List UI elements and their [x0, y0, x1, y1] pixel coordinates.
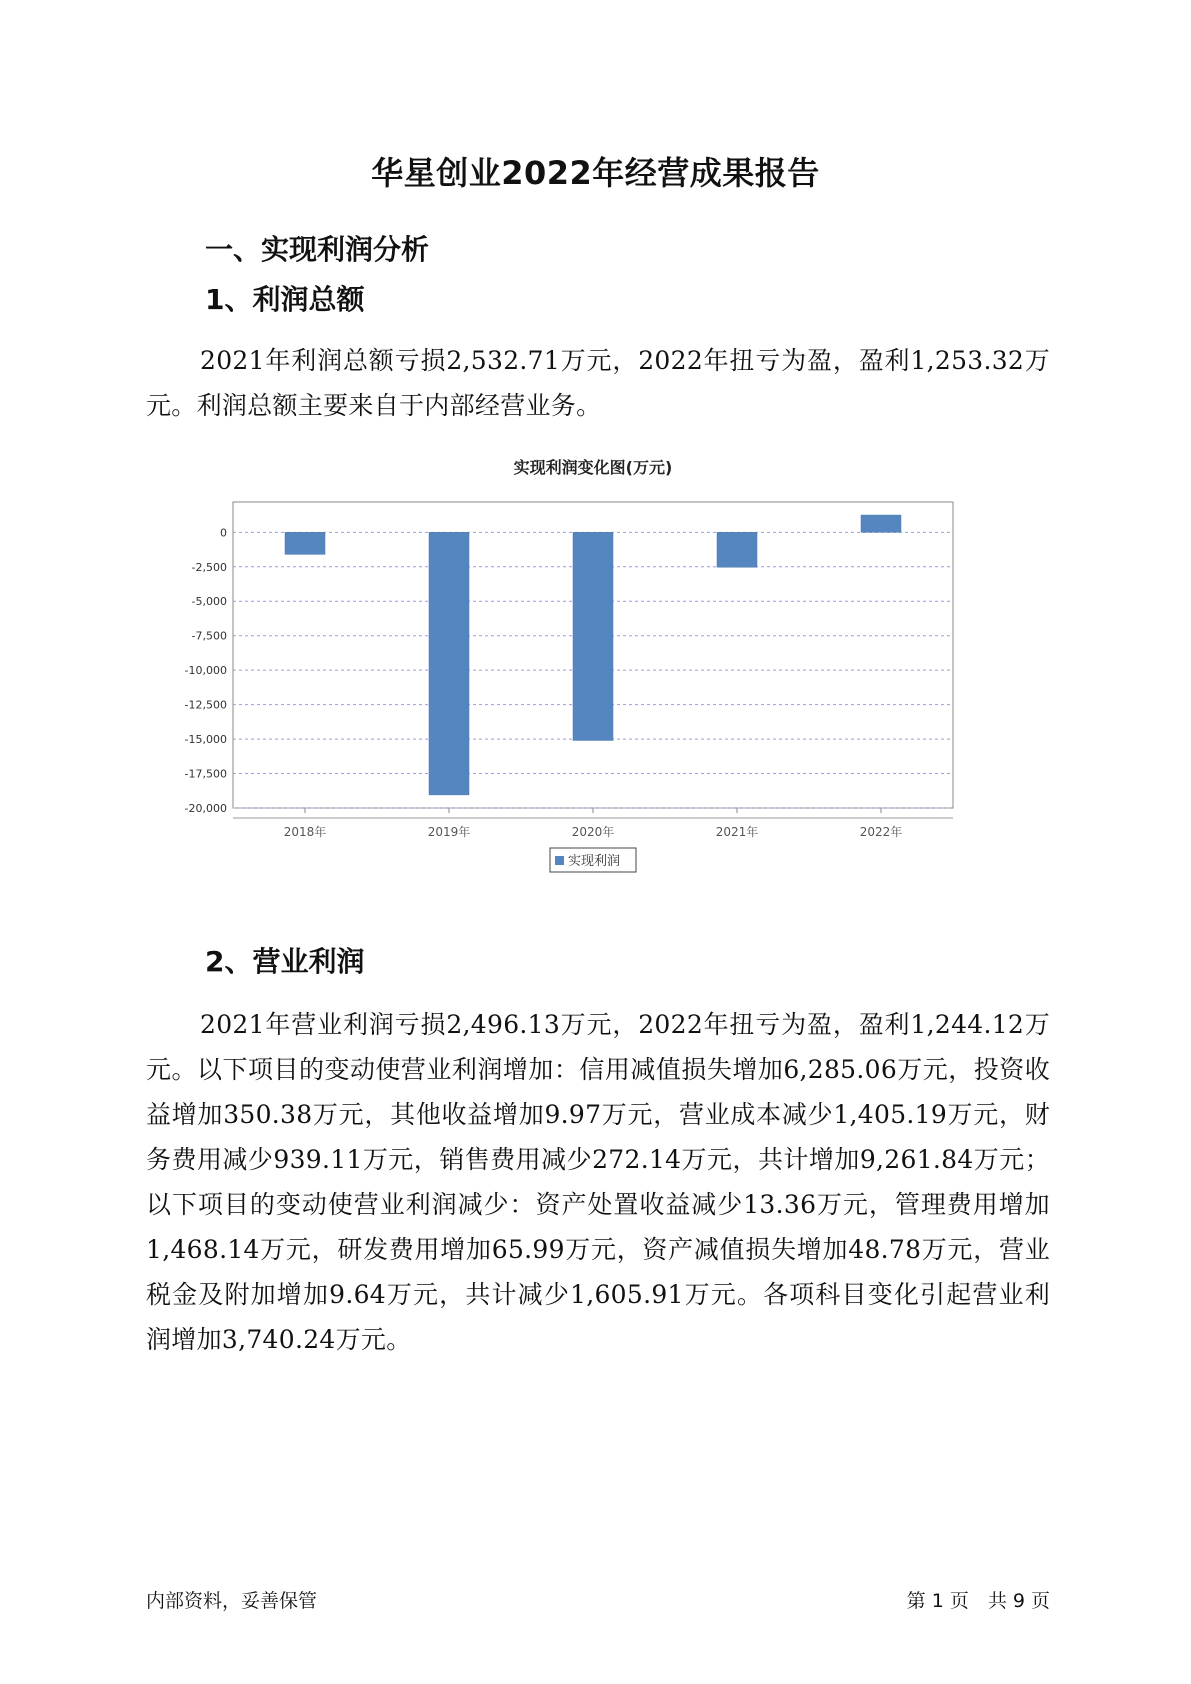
bar-2022年 — [861, 515, 901, 532]
profit-bar-chart — [160, 452, 1040, 912]
y-tick-label: -17,500 — [184, 767, 227, 781]
footer-page-number: 第 1 页 共 9 页 — [906, 1590, 1050, 1612]
paragraph-operating-profit: 2021年营业利润亏损2,496.13万元，2022年扭亏为盈，盈利1,244.12万元。以下项目的变动使营业利润增加：信用减值损失增加6,285.06万元，投资收益增加350.38万元，其他收益增加9.97万元，营业成本减少1,405.19万元，财务费用减少939.11万元，销售费用减少272.14万元，共计增加9,261.84万元；以下项目的变动使营业利润减少：资产处置收益减少13.36万元，管理费用增加1,468.14万元，研发费用增加65.99万元，资产减值损失增加48.78万元，营业税金及附加增加9.64万元，共计减少1,605.91万元。各项科目变化引起营业利润增加3,740.24万元。 — [146, 1010, 1050, 1354]
bar-2018年 — [285, 532, 325, 554]
y-tick-label: -2,500 — [191, 560, 227, 574]
profit-chart — [160, 452, 1040, 912]
chart-title: 实现利润变化图(万元) — [513, 458, 673, 477]
y-tick-label: -15,000 — [184, 733, 227, 747]
x-tick-label: 2019年 — [427, 825, 471, 839]
y-tick-label: -20,000 — [184, 802, 227, 815]
bar-2020年 — [573, 532, 613, 740]
y-tick-label: -5,000 — [191, 595, 227, 609]
x-tick-label: 2022年 — [859, 825, 903, 839]
y-tick-label: -12,500 — [184, 698, 227, 712]
bar-2019年 — [429, 532, 469, 795]
section-heading: 一、实现利润分析 — [205, 233, 430, 266]
y-tick-label: -10,000 — [184, 664, 227, 678]
page-title: 华星创业2022年经营成果报告 — [371, 154, 820, 192]
y-tick-label: 0 — [220, 526, 227, 540]
x-tick-label: 2020年 — [571, 825, 615, 839]
legend-label: 实现利润 — [568, 854, 621, 869]
footer-confidential-note: 内部资料，妥善保管 — [146, 1590, 318, 1612]
paragraph-profit-total: 2021年利润总额亏损2,532.71万元，2022年扭亏为盈，盈利1,253.32万元。利润总额主要来自于内部经营业务。 — [146, 346, 1050, 420]
bar-2021年 — [717, 532, 757, 567]
x-tick-label: 2018年 — [283, 825, 327, 839]
legend-swatch — [555, 856, 564, 865]
subsection-heading-operating-profit: 2、营业利润 — [205, 945, 365, 978]
subsection-heading-profit-total: 1、利润总额 — [205, 283, 365, 316]
y-tick-label: -7,500 — [191, 629, 227, 643]
x-tick-label: 2021年 — [715, 825, 759, 839]
